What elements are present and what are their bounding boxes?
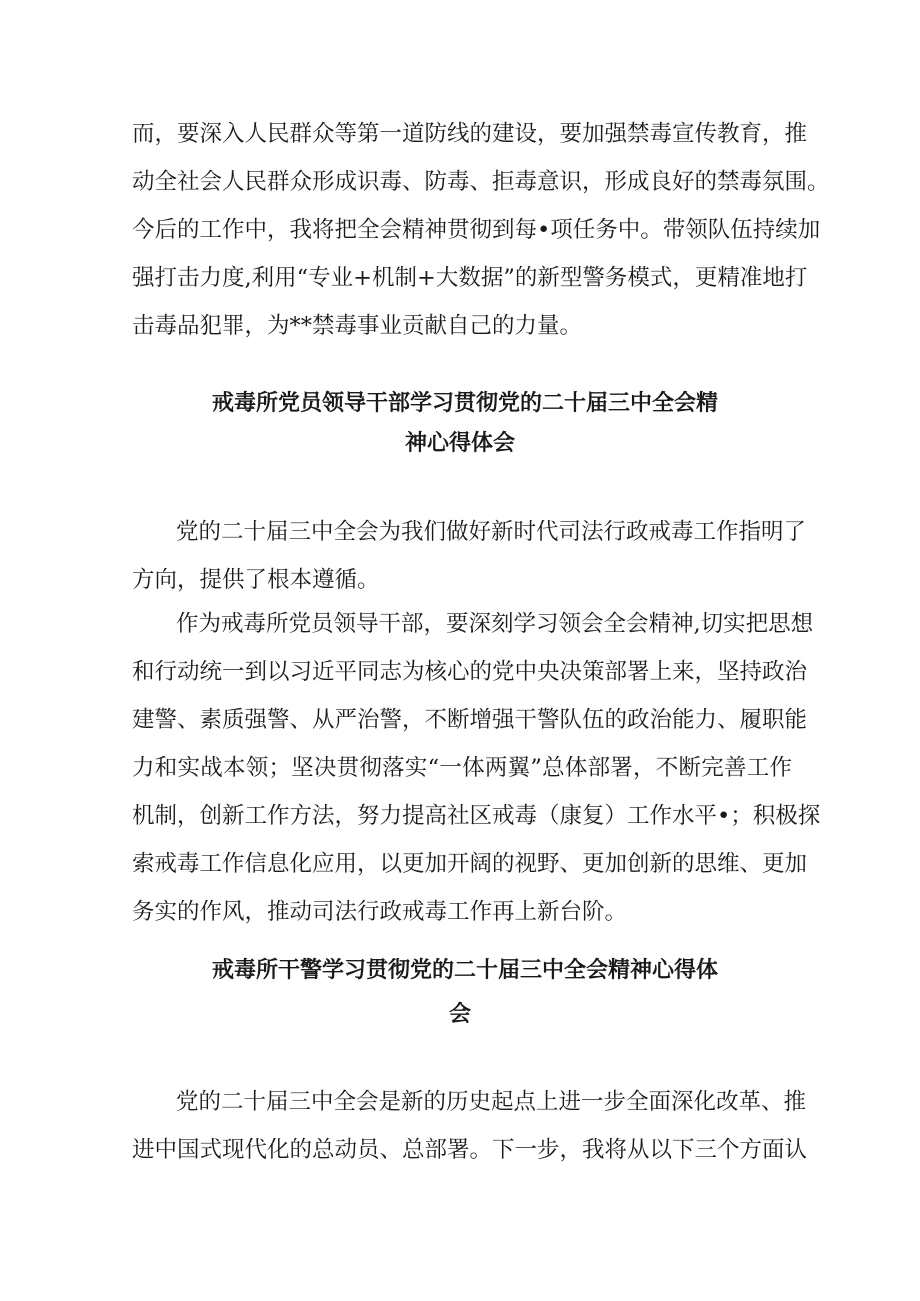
intro-line-4: 强打击力度,利用“专业+机制+大数据”的新型警务模式，更精准地打 [132,265,808,291]
intro-line-1: 而，要深入人民群众等第一道防线的建设，要加强禁毒宣传教育，推 [132,121,808,147]
section1-p2-line-6: 索戒毒工作信息化应用，以更加开阔的视野、更加创新的思维、更加 [132,851,808,877]
intro-line-2: 动全社会人民群众形成识毒、防毒、拒毒意识，形成良好的禁毒氛围。 [132,169,830,195]
section2-title-line-2: 会 [449,1002,472,1027]
section2-p1-line-1: 党的二十届三中全会是新的历史起点上进一步全面深化改革、推 [176,1089,807,1115]
intro-line-5: 击毒品犯罪，为**禁毒事业贡献自己的力量。 [132,313,583,339]
section2-p1-line-2: 进中国式现代化的总动员、总部署。下一步，我将从以下三个方面认 [132,1137,808,1163]
section1-p2-line-7: 务实的作风，推动司法行政戒毒工作再上新台阶。 [132,899,628,925]
section1-title-line-2: 神心得体会 [405,431,516,456]
section1-p1-line-2: 方向，提供了根本遵循。 [132,567,380,593]
section1-p2-line-4: 力和实战本领；坚决贯彻落实“一体两翼”总体部署，不断完善工作 [132,755,792,781]
section1-p2-line-5: 机制，创新工作方法，努力提高社区戒毒（康复）工作水平•；积极探 [132,803,821,829]
section1-p1-line-1: 党的二十届三中全会为我们做好新时代司法行政戒毒工作指明了 [176,519,807,545]
section1-p2-line-1: 作为戒毒所党员领导干部，要深刻学习领会全会精神,切实把思想 [176,611,814,637]
section1-title-line-1: 戒毒所党员领导干部学习贯彻党的二十届三中全会精 [212,391,719,416]
section1-p2-line-2: 和行动统一到以习近平同志为核心的党中央决策部署上来，坚持政治 [132,659,808,685]
section1-p2-line-3: 建警、素质强警、从严治警，不断增强干警队伍的政治能力、履职能 [132,707,808,733]
intro-line-3: 今后的工作中，我将把全会精神贯彻到每•项任务中。带领队伍持续加 [132,217,821,243]
section2-title-line-1: 戒毒所干警学习贯彻党的二十届三中全会精神心得体 [212,958,719,983]
